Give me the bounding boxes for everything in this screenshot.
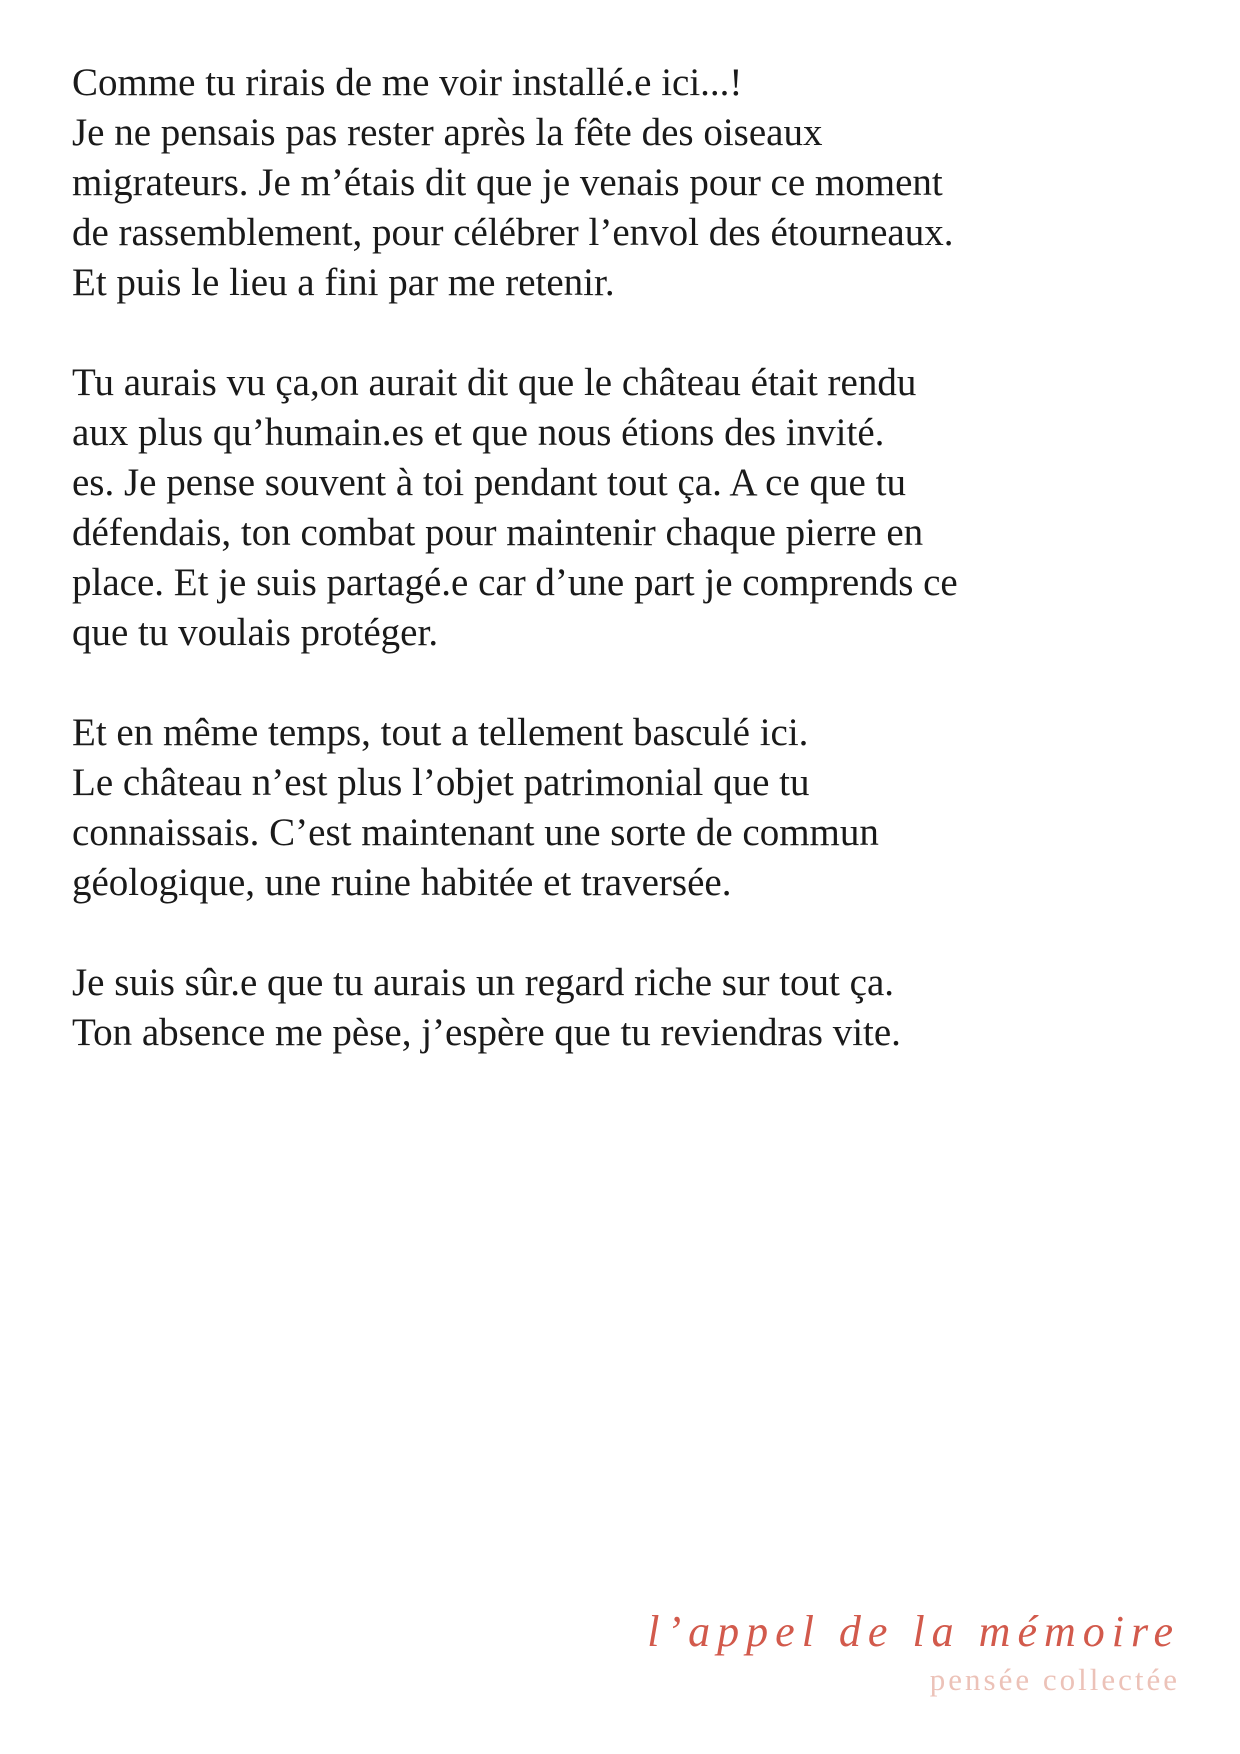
letter-line: migrateurs. Je m’étais dit que je venais pour ce moment: [72, 161, 943, 204]
letter-line: géologique, une ruine habitée et traversée.: [72, 861, 732, 904]
letter-line: Le château n’est plus l’objet patrimonial que tu: [72, 761, 810, 804]
letter-line: Je suis sûr.e que tu aurais un regard riche sur tout ça.: [72, 961, 895, 1004]
letter-line: connaissais. C’est maintenant une sorte de commun: [72, 811, 879, 854]
letter-line: de rassemblement, pour célébrer l’envol des étourneaux.: [72, 211, 954, 254]
letter-paragraph: [72, 708, 1182, 908]
letter-line: es. Je pense souvent à toi pendant tout ça. A ce que tu: [72, 461, 906, 504]
footer-subtitle: pensée collectée: [929, 1662, 1180, 1697]
letter-line: aux plus qu’humain.es et que nous étions des invité.: [72, 411, 885, 454]
letter-line: Tu aurais vu ça,on aurait dit que le château était rendu: [72, 361, 917, 404]
letter-line: Comme tu rirais de me voir installé.e ici...!: [72, 61, 743, 104]
letter-paragraph: [72, 58, 1182, 308]
letter-line: que tu voulais protéger.: [72, 611, 439, 654]
letter-paragraph: [72, 358, 1182, 658]
footer-title: l’appel de la mémoire: [647, 1607, 1180, 1656]
page-footer: [647, 1604, 1180, 1700]
letter-line: Et en même temps, tout a tellement basculé ici.: [72, 711, 809, 754]
letter-line: Je ne pensais pas rester après la fête des oiseaux: [72, 111, 823, 154]
letter-body: [72, 58, 1182, 1108]
letter-line: place. Et je suis partagé.e car d’une part je comprends ce: [72, 561, 958, 604]
letter-line: défendais, ton combat pour maintenir chaque pierre en: [72, 511, 924, 554]
letter-line: Ton absence me pèse, j’espère que tu reviendras vite.: [72, 1011, 901, 1054]
letter-line: Et puis le lieu a fini par me retenir.: [72, 261, 615, 304]
letter-paragraph: [72, 958, 1182, 1058]
